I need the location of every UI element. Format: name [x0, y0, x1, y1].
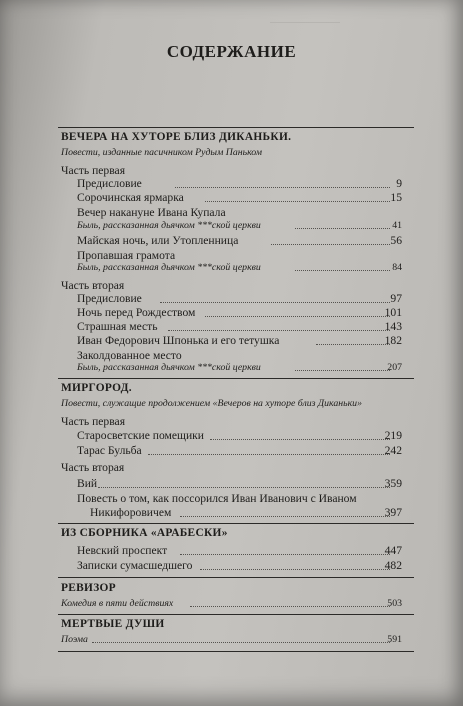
entry-page: 182: [384, 334, 402, 347]
page-title: СОДЕРЖАНИЕ: [166, 42, 297, 61]
entry-title: Вий: [77, 477, 98, 490]
entry-page: 591: [387, 634, 402, 645]
dot-leader: [295, 270, 390, 271]
section-rule: [58, 651, 414, 652]
part-label: Часть первая: [61, 164, 126, 177]
dot-leader: [210, 439, 390, 440]
section-subtitle-dushi: Поэма: [61, 634, 88, 645]
dot-leader: [295, 228, 390, 229]
dot-leader: [271, 244, 390, 245]
dot-leader: [160, 302, 390, 303]
part-label: Часть первая: [61, 415, 126, 428]
section-rule: [58, 577, 414, 578]
entry-page: 97: [390, 292, 402, 305]
section-heading-mirgorod: МИРГОРОД.: [61, 382, 132, 394]
entry-page: 397: [384, 506, 402, 519]
entry-title: Вечер накануне Ивана Купала: [77, 206, 226, 219]
entry-title: Заколдованное место: [77, 349, 182, 362]
dot-leader: [175, 187, 390, 188]
entry-page: 219: [384, 429, 402, 442]
dot-leader: [200, 569, 390, 570]
entry-subtitle: Быль, рассказанная дьячком ***ской церкви: [77, 362, 261, 373]
entry-page: 56: [390, 234, 402, 247]
section-rule: [58, 127, 414, 128]
section-subtitle-mirgorod: Повести, служащие продолжением «Вечеров на хуторе близ Диканьки»: [61, 398, 362, 409]
entry-subtitle: Быль, рассказанная дьячком ***ской церкви: [77, 262, 261, 273]
entry-page: 359: [384, 477, 402, 490]
entry-page: 84: [392, 262, 402, 273]
dot-leader: [148, 454, 390, 455]
entry-title: Страшная месть: [77, 320, 158, 333]
section-rule: [58, 378, 414, 379]
entry-page: 9: [396, 177, 402, 190]
entry-title: Пропавшая грамота: [77, 249, 176, 262]
entry-title-continuation: Никифоровичем: [90, 506, 172, 519]
entry-page: 447: [384, 544, 402, 557]
dot-leader: [180, 516, 390, 517]
part-label: Часть вторая: [61, 461, 125, 474]
entry-page: 503: [387, 598, 402, 609]
entry-page: 207: [387, 362, 402, 373]
entry-title: Записки сумасшедшего: [77, 559, 193, 572]
entry-title: Предисловие: [77, 177, 142, 190]
dot-leader: [205, 316, 390, 317]
section-heading-revizor: РЕВИЗОР: [61, 582, 116, 594]
section-heading-arabeski: ИЗ СБОРНИКА «АРАБЕСКИ»: [61, 527, 228, 539]
dot-leader: [205, 201, 390, 202]
dot-leader: [92, 642, 390, 643]
entry-title: Старосветские помещики: [77, 429, 204, 442]
dot-leader: [168, 330, 390, 331]
section-rule: [58, 614, 414, 615]
dot-leader: [180, 554, 390, 555]
dot-leader: [190, 606, 390, 607]
entry-page: 143: [384, 320, 402, 333]
entry-title: Сорочинская ярмарка: [77, 191, 184, 204]
section-heading-dikanka: ВЕЧЕРА НА ХУТОРЕ БЛИЗ ДИКАНЬКИ.: [61, 131, 292, 143]
entry-title: Невский проспект: [77, 544, 168, 557]
section-subtitle-revizor: Комедия в пяти действиях: [61, 598, 174, 609]
part-label: Часть вторая: [61, 279, 125, 292]
entry-title: Иван Федорович Шпонька и его тетушка: [77, 334, 280, 347]
page-edge-mark: [270, 14, 340, 23]
entry-title: Ночь перед Рождеством: [77, 306, 196, 319]
entry-page: 15: [390, 191, 402, 204]
entry-title: Предисловие: [77, 292, 142, 305]
entry-page: 482: [384, 559, 402, 572]
entry-page: 242: [384, 444, 402, 457]
section-heading-dushi: МЕРТВЫЕ ДУШИ: [61, 618, 165, 630]
entry-subtitle: Быль, рассказанная дьячком ***ской церкви: [77, 220, 261, 231]
dot-leader: [295, 370, 390, 371]
entry-page: 101: [384, 306, 402, 319]
dot-leader: [316, 344, 390, 345]
section-subtitle-dikanka: Повести, изданные пасичником Рудым Паньком: [61, 147, 263, 158]
entry-page: 41: [392, 220, 402, 231]
entry-title: Тарас Бульба: [77, 444, 142, 457]
entry-title: Майская ночь, или Утопленница: [77, 234, 239, 247]
section-rule: [58, 523, 414, 524]
dot-leader: [98, 487, 390, 488]
entry-title: Повесть о том, как поссорился Иван Иванович с Иваном: [77, 492, 357, 505]
